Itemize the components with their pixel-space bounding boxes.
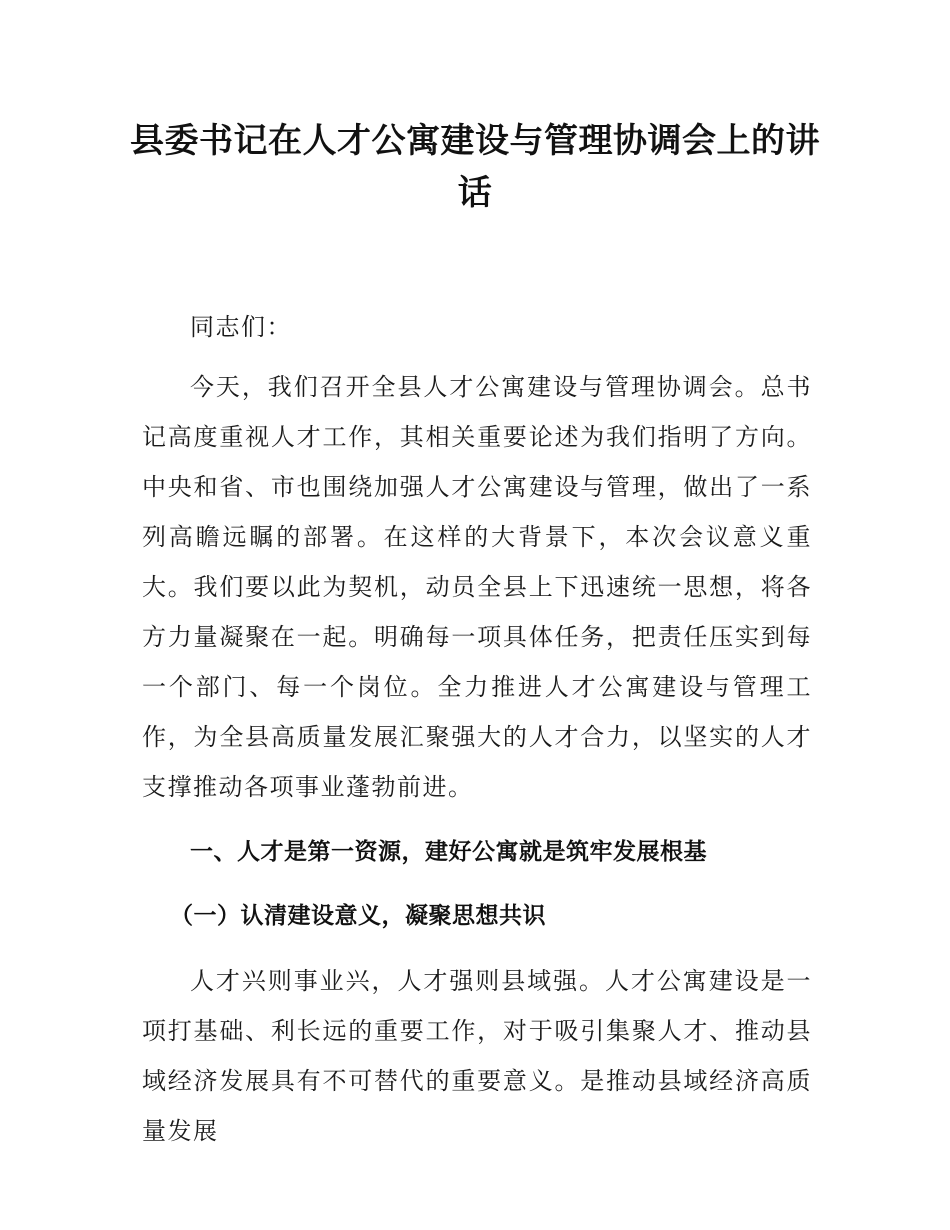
body-paragraph-2: 人才兴则事业兴，人才强则县域强。人才公寓建设是一项打基础、利长远的重要工作，对于吸引集聚人才、推动县域经济发展具有不可替代的重要意义。是推动县域经济高质量发展 (142, 967, 812, 1145)
section-heading-1: 一、人才是第一资源，建好公寓就是筑牢发展根基 (190, 839, 707, 865)
salutation: 同志们： (190, 313, 292, 341)
subsection-heading-1: （一）认清建设意义，凝聚思想共识 (170, 903, 546, 929)
opening-paragraph: 今天，我们召开全县人才公寓建设与管理协调会。总书记高度重视人才工作，其相关重要论述为我们指明了方向。中央和省、市也围绕加强人才公寓建设与管理，做出了一系列高瞻远瞩的部署。在这样的大背景下，本次会议意义重大。我们要以此为契机，动员全县上下迅速统一思想，将各方力量凝聚在一起。明确每一项具体任务，把责任压实到每一个部门、每一个岗位。全力推进人才公寓建设与管理工作，为全县高质量发展汇聚强大的人才合力，以坚实的人才支撑推动各项事业蓬勃前进。 (142, 373, 812, 801)
document-title: 县委书记在人才公寓建设与管理协调会上的讲话 (130, 121, 820, 213)
